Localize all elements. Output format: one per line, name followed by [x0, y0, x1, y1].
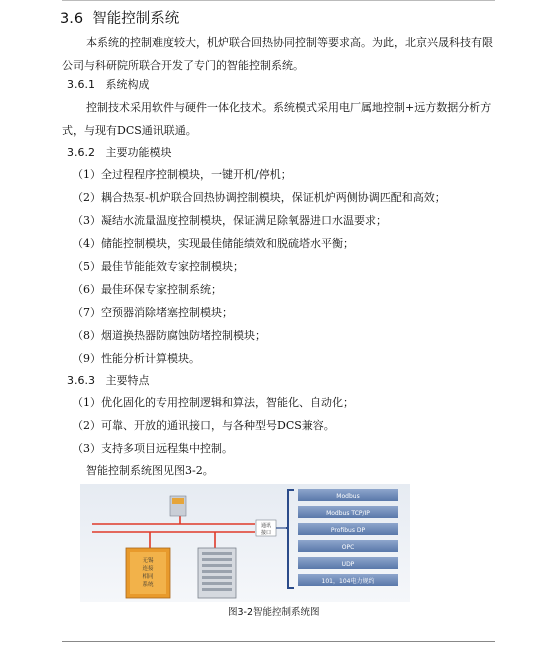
comm-label-top: 通讯 [260, 523, 272, 529]
protocol-label: 101，104电力规约 [321, 578, 375, 585]
figure-reference: 智能控制系统图见图3-2。 [86, 464, 214, 477]
top-rule [62, 0, 495, 1]
protocol-label: Profibus DP [330, 527, 366, 534]
module-item: （9）性能分析计算模块。 [72, 352, 200, 365]
protocol-label: UDP [341, 561, 355, 568]
cabinet-label-3: 相同 [142, 574, 154, 580]
module-item: （3）凝结水流量温度控制模块，保证满足除氧器进口水温要求； [72, 214, 387, 227]
section-number: 3.6 [60, 11, 84, 27]
cabinet-label-4: 系统 [142, 582, 154, 588]
subsection-3-title: 主要特点 [105, 374, 150, 387]
section-heading [60, 7, 179, 28]
subsection-1-heading [67, 76, 150, 92]
subsection-1-number: 3.6.1 [67, 78, 95, 91]
module-item: （2）耦合热泵-机炉联合回热协调控制模块，保证机炉两侧协调匹配和高效； [72, 191, 446, 204]
module-item: （1）全过程程序控制模块，一键开机/停机； [72, 168, 292, 181]
system-paragraph: 控制技术采用软件与硬件一体化技术。系统模式采用电厂属地控制+远方数据分析方式，与现有DCS通讯联通。 [62, 101, 492, 137]
subsection-3-number: 3.6.3 [67, 374, 95, 387]
feature-item: （2）可靠、开放的通讯接口，与各种型号DCS兼容。 [72, 419, 335, 432]
protocol-label: Modbus [336, 493, 360, 500]
module-item: （7）空预器消除堵塞控制模块； [72, 306, 233, 319]
subsection-1-title: 系统构成 [105, 78, 150, 91]
subsection-2-heading [67, 144, 172, 160]
feature-item: （3）支持多项目远程集中控制。 [72, 442, 233, 455]
subsection-3-heading [67, 372, 150, 388]
protocol-label: OPC [341, 544, 355, 551]
feature-item: （1）优化固化的专用控制逻辑和算法，智能化、自动化； [72, 396, 354, 409]
control-system-figure [80, 484, 410, 602]
intro-paragraph: 本系统的控制难度较大，机炉联合回热协同控制等要求高。为此，北京兴晟科技有限公司与科研院所联合开发了专门的智能控制系统。 [62, 36, 493, 72]
module-item: （4）储能控制模块，实现最佳储能绩效和脱硫塔水平衡； [72, 237, 354, 250]
controller-display-icon [172, 498, 184, 504]
cabinet-label-1: 无锡 [142, 558, 154, 564]
bottom-rule [62, 641, 495, 642]
comm-label-bottom: 接口 [260, 530, 272, 536]
figure-caption: 图3-2智能控制系统图 [228, 607, 320, 618]
subsection-2-number: 3.6.2 [67, 146, 95, 159]
subsection-2-title: 主要功能模块 [105, 146, 172, 159]
module-item: （8）烟道换热器防腐蚀防堵控制模块； [72, 329, 266, 342]
section-title: 智能控制系统 [92, 11, 180, 27]
module-item: （5）最佳节能能效专家控制模块； [72, 260, 244, 273]
cabinet-label-2: 连接 [142, 566, 154, 572]
module-item: （6）最佳环保专家控制系统； [72, 283, 222, 296]
protocol-label: Modbus TCP/IP [326, 510, 370, 517]
